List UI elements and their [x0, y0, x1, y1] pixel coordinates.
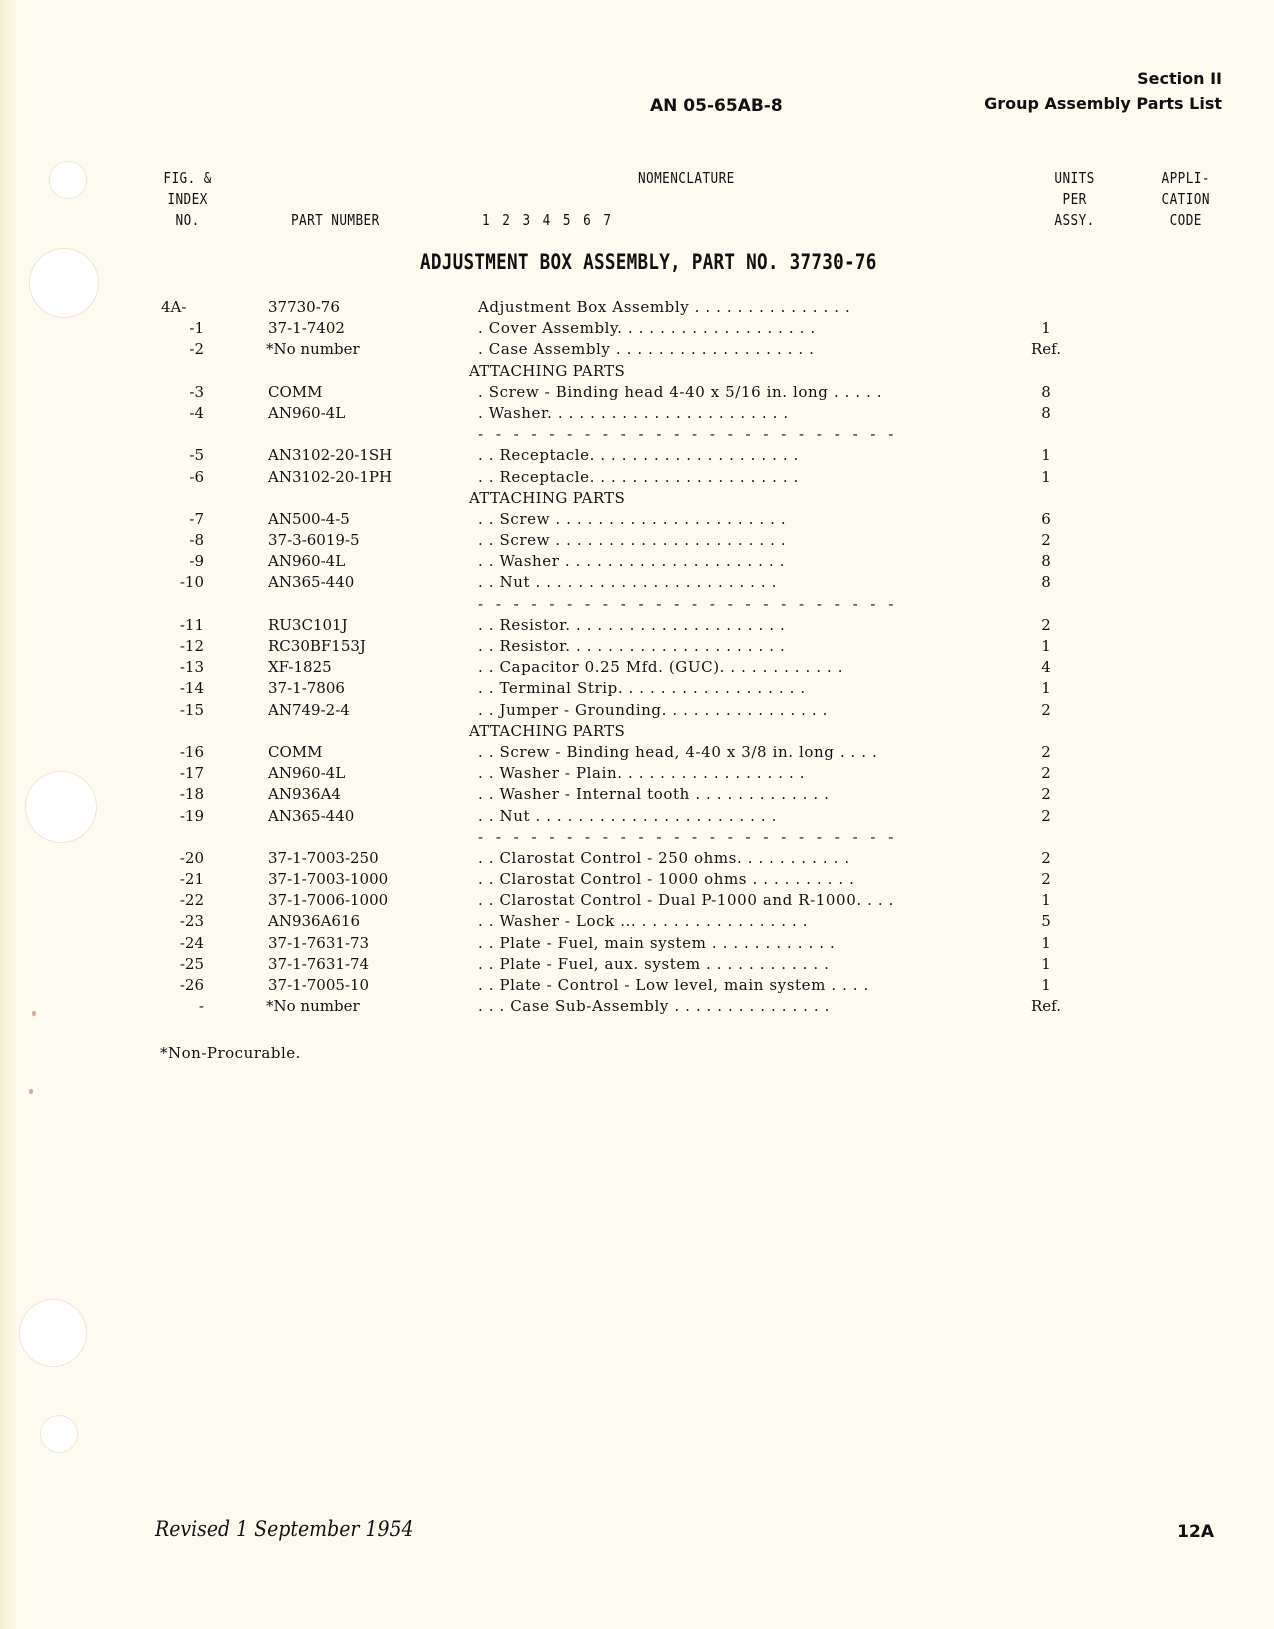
units-per-assembly: 8 [1041, 403, 1051, 422]
units-per-assembly: 2 [1041, 764, 1051, 783]
index-number: -12 [179, 637, 204, 655]
part-number: COMM [268, 382, 323, 401]
table-row [0, 996, 1274, 1017]
index-number: 4A- [161, 298, 187, 316]
table-row [0, 911, 1274, 932]
part-number: RC30BF153J [268, 637, 366, 655]
attaching-parts-label: ATTACHING PARTS [469, 361, 626, 380]
index-number: -24 [179, 933, 204, 952]
units-per-assembly: 1 [1041, 319, 1051, 338]
part-number: RU3C101J [268, 615, 348, 634]
indent-level-scale: 1 2 3 4 5 6 7 [482, 211, 614, 229]
nomenclature: . . Plate - Control - Low level, main system . . . . [478, 976, 869, 994]
index-number: -9 [189, 552, 204, 571]
part-number: AN3102-20-1PH [268, 467, 393, 486]
part-number: AN500-4-5 [268, 509, 350, 528]
table-row [0, 869, 1274, 890]
attaching-parts-heading [0, 361, 1274, 382]
units-per-assembly: 1 [1041, 446, 1051, 465]
nomenclature: . . Resistor. . . . . . . . . . . . . . . . . . . . . [478, 637, 786, 655]
index-number: -16 [179, 742, 204, 761]
nomenclature: . . Screw - Binding head, 4-40 x 3/8 in. long . . . . [478, 742, 878, 761]
part-number: AN3102-20-1SH [268, 446, 393, 465]
part-number: 37730-76 [268, 298, 340, 316]
nomenclature: . . Plate - Fuel, aux. system . . . . . . . . . . . . [478, 954, 830, 973]
index-number: -19 [179, 806, 204, 825]
index-number: - [198, 997, 204, 1016]
nomenclature: . . Resistor. . . . . . . . . . . . . . . . . . . . . [478, 615, 786, 634]
dashed-separator: - - - - - - - - - - - - - - - - - - - - - - - - [478, 425, 898, 444]
units-per-assembly: 2 [1041, 700, 1051, 719]
table-row [0, 700, 1274, 721]
part-number: AN960-4L [268, 764, 346, 783]
units-per-assembly: 2 [1041, 785, 1051, 804]
table-row [0, 530, 1274, 551]
nomenclature: Adjustment Box Assembly . . . . . . . . . . . . . . . [478, 298, 851, 316]
index-number: -8 [189, 531, 204, 550]
table-row [0, 763, 1274, 784]
table-row [0, 467, 1274, 488]
table-row [0, 954, 1274, 975]
section-header [984, 66, 1222, 116]
nomenclature: . . . Case Sub-Assembly . . . . . . . . . . . . . . . [478, 997, 831, 1016]
part-number: 37-1-7806 [268, 679, 345, 698]
punch-hole [19, 1299, 87, 1367]
units-per-assembly: 2 [1041, 870, 1051, 889]
units-per-assembly: 1 [1041, 933, 1051, 952]
nomenclature: . Washer. . . . . . . . . . . . . . . . . . . . . . . [478, 403, 789, 422]
nomenclature: . . Screw . . . . . . . . . . . . . . . . . . . . . . [478, 509, 787, 528]
index-number: -6 [189, 467, 204, 486]
attaching-parts-heading [0, 488, 1274, 509]
nomenclature: . . Capacitor 0.25 Mfd. (GUC). . . . . . . . . . . . [478, 658, 844, 677]
table-row [0, 784, 1274, 805]
table-row [0, 572, 1274, 593]
index-number: -2 [189, 340, 204, 359]
nomenclature: . . Nut . . . . . . . . . . . . . . . . . . . . . . . [478, 806, 778, 825]
part-number: AN749-2-4 [268, 700, 350, 719]
units-per-assembly: 6 [1041, 509, 1051, 528]
units-per-assembly: Ref. [1031, 340, 1061, 359]
units-per-assembly: 1 [1041, 891, 1051, 910]
part-number: *No number [266, 340, 360, 359]
units-per-assembly: Ref. [1031, 997, 1061, 1016]
table-row [0, 657, 1274, 678]
nomenclature: . . Receptacle. . . . . . . . . . . . . . . . . . . . [478, 446, 799, 465]
index-number: -7 [189, 509, 204, 528]
separator-row [0, 424, 1274, 445]
index-number: -15 [179, 700, 204, 719]
table-row [0, 933, 1274, 954]
table-row [0, 551, 1274, 572]
index-number: -22 [179, 891, 204, 910]
units-per-assembly: 2 [1041, 531, 1051, 550]
index-number: -25 [179, 954, 204, 973]
column-header-part-number: PART NUMBER [291, 211, 380, 229]
units-per-assembly: 4 [1041, 658, 1051, 677]
part-number: AN936A616 [268, 912, 361, 931]
part-number: 37-1-7005-10 [268, 976, 370, 994]
table-row [0, 678, 1274, 699]
index-number: -20 [179, 848, 204, 867]
attaching-parts-heading [0, 721, 1274, 742]
units-per-assembly: 8 [1041, 573, 1051, 592]
separator-row [0, 827, 1274, 848]
index-number: -23 [179, 912, 204, 931]
table-row [0, 636, 1274, 657]
units-per-assembly: 1 [1041, 637, 1051, 655]
nomenclature: . . Nut . . . . . . . . . . . . . . . . . . . . . . . [478, 573, 778, 592]
table-row [0, 318, 1274, 339]
part-number: 37-1-7631-74 [268, 954, 370, 973]
units-per-assembly: 2 [1041, 806, 1051, 825]
part-number: 37-1-7003-1000 [268, 870, 389, 889]
part-number: 37-1-7402 [268, 319, 345, 338]
table-row [0, 339, 1274, 360]
nomenclature: . . Plate - Fuel, main system . . . . . . . . . . . . [478, 933, 836, 952]
nomenclature: . . Washer - Lock ... . . . . . . . . . . . . . . . . [478, 912, 809, 931]
separator-row [0, 594, 1274, 615]
table-row [0, 615, 1274, 636]
column-header-nomenclature: NOMENCLATURE [638, 169, 735, 187]
nomenclature: . . Receptacle. . . . . . . . . . . . . . . . . . . . [478, 467, 799, 486]
units-per-assembly: 8 [1041, 382, 1051, 401]
nomenclature: . Screw - Binding head 4-40 x 5/16 in. long . . . . . [478, 382, 883, 401]
units-per-assembly: 2 [1041, 615, 1051, 634]
index-number: -26 [179, 976, 204, 994]
index-number: -13 [179, 658, 204, 677]
part-number: 37-3-6019-5 [268, 531, 360, 550]
table-row [0, 509, 1274, 530]
index-number: -5 [189, 446, 204, 465]
part-number: 37-1-7631-73 [268, 933, 370, 952]
nomenclature: . . Washer - Plain. . . . . . . . . . . . . . . . . . [478, 764, 806, 783]
punch-hole [49, 161, 87, 199]
document-number: AN 05-65AB-8 [650, 96, 783, 116]
nomenclature: . . Clarostat Control - Dual P-1000 and R-1000. . . . [478, 891, 894, 910]
column-header-fig-index: FIG. & INDEX NO. [163, 169, 212, 229]
part-number: AN365-440 [268, 806, 355, 825]
part-number: XF-1825 [268, 658, 332, 677]
nomenclature: . Case Assembly . . . . . . . . . . . . . . . . . . . [478, 340, 815, 359]
index-number: -10 [179, 573, 204, 592]
table-row [0, 806, 1274, 827]
attaching-parts-label: ATTACHING PARTS [469, 721, 626, 740]
units-per-assembly: 1 [1041, 976, 1051, 994]
units-per-assembly: 2 [1041, 742, 1051, 761]
units-per-assembly: 5 [1041, 912, 1051, 931]
index-number: -4 [189, 403, 204, 422]
column-header-application-code: APPLI- CATION CODE [1161, 169, 1210, 229]
part-number: AN960-4L [268, 403, 346, 422]
table-row [0, 890, 1274, 911]
revision-date: Revised 1 September 1954 [155, 1517, 414, 1541]
part-number: AN936A4 [268, 785, 341, 804]
dashed-separator: - - - - - - - - - - - - - - - - - - - - - - - - [478, 594, 898, 613]
table-row [0, 975, 1274, 996]
column-header-units-per-assy: UNITS PER ASSY. [1054, 169, 1095, 229]
table-row [0, 403, 1274, 424]
table-row [0, 848, 1274, 869]
index-number: -1 [189, 319, 204, 338]
section-label: Section II [1137, 69, 1222, 88]
index-number: -14 [179, 679, 204, 698]
nomenclature: . . Clarostat Control - 1000 ohms . . . . . . . . . . [478, 870, 855, 889]
index-number: -11 [179, 615, 204, 634]
index-number: -21 [179, 870, 204, 889]
part-number: 37-1-7006-1000 [268, 891, 389, 910]
index-number: -3 [189, 382, 204, 401]
part-number: COMM [268, 742, 323, 761]
parts-list [0, 297, 1274, 1017]
paper-speck [29, 1089, 33, 1094]
nomenclature: . Cover Assembly. . . . . . . . . . . . . . . . . . . [478, 319, 816, 338]
nomenclature: . . Jumper - Grounding. . . . . . . . . . . . . . . . [478, 700, 829, 719]
nomenclature: . . Washer - Internal tooth . . . . . . . . . . . . . [478, 785, 830, 804]
table-row [0, 297, 1274, 318]
units-per-assembly: 2 [1041, 848, 1051, 867]
section-title: Group Assembly Parts List [984, 94, 1222, 113]
units-per-assembly: 1 [1041, 467, 1051, 486]
index-number: -18 [179, 785, 204, 804]
nomenclature: . . Terminal Strip. . . . . . . . . . . . . . . . . . [478, 679, 806, 698]
units-per-assembly: 1 [1041, 954, 1051, 973]
part-number: AN365-440 [268, 573, 355, 592]
units-per-assembly: 1 [1041, 679, 1051, 698]
table-title: ADJUSTMENT BOX ASSEMBLY, PART NO. 37730-76 [420, 250, 877, 274]
nomenclature: . . Clarostat Control - 250 ohms. . . . . . . . . . . [478, 848, 850, 867]
part-number: *No number [266, 997, 360, 1016]
table-row [0, 742, 1274, 763]
table-row [0, 445, 1274, 466]
part-number: AN960-4L [268, 552, 346, 571]
units-per-assembly: 8 [1041, 552, 1051, 571]
page-number: 12A [1177, 1522, 1214, 1542]
punch-hole [40, 1415, 78, 1453]
nomenclature: . . Washer . . . . . . . . . . . . . . . . . . . . . [478, 552, 785, 571]
part-number: 37-1-7003-250 [268, 848, 379, 867]
nomenclature: . . Screw . . . . . . . . . . . . . . . . . . . . . . [478, 531, 787, 550]
table-row [0, 382, 1274, 403]
footnote: *Non-Procurable. [160, 1044, 301, 1062]
dashed-separator: - - - - - - - - - - - - - - - - - - - - - - - - [478, 827, 898, 846]
index-number: -17 [179, 764, 204, 783]
attaching-parts-label: ATTACHING PARTS [469, 488, 626, 507]
